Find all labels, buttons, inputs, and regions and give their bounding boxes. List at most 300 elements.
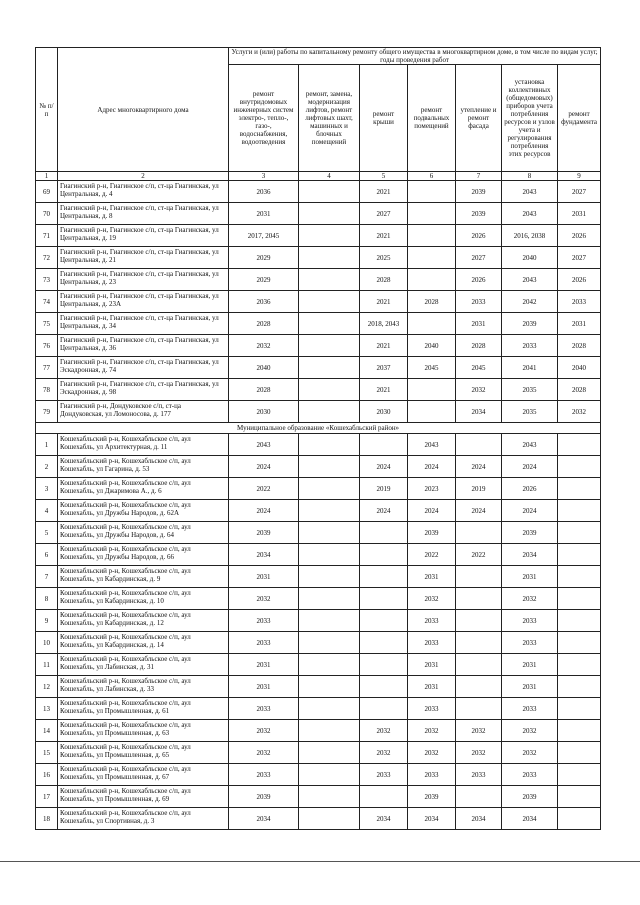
year-cell (360, 522, 408, 544)
row-number: 12 (36, 676, 58, 698)
municipality-title: Муниципальное образование «Кошехабльский район» (36, 423, 601, 434)
year-cell (360, 654, 408, 676)
year-cell (360, 544, 408, 566)
year-cell (299, 588, 360, 610)
address-cell: Гиагинский р-н, Гиагинское с/п, ст-ца Гиагинская, ул Центральная, д. 8 (58, 203, 229, 225)
year-cell: 2043 (502, 181, 558, 203)
col-number: 8 (502, 172, 558, 181)
year-cell: 2040 (408, 335, 456, 357)
year-cell: 2039 (456, 181, 502, 203)
year-cell: 2021 (360, 181, 408, 203)
year-cell: 2033 (408, 632, 456, 654)
year-cell (299, 269, 360, 291)
year-cell: 2031 (502, 566, 558, 588)
year-cell: 2032 (229, 742, 299, 764)
year-cell (408, 203, 456, 225)
year-cell: 2027 (360, 203, 408, 225)
row-number: 11 (36, 654, 58, 676)
year-cell: 2039 (456, 203, 502, 225)
year-cell (408, 225, 456, 247)
year-cell: 2032 (360, 720, 408, 742)
col-number: 2 (58, 172, 229, 181)
year-cell: 2019 (456, 478, 502, 500)
year-cell: 2033 (558, 291, 601, 313)
row-number: 6 (36, 544, 58, 566)
year-cell: 2032 (558, 401, 601, 423)
address-cell: Гиагинский р-н, Гиагинское с/п, ст-ца Гиагинская, ул Центральная, д. 19 (58, 225, 229, 247)
year-cell (558, 566, 601, 588)
year-cell: 2032 (408, 742, 456, 764)
year-cell (299, 478, 360, 500)
year-cell: 2037 (360, 357, 408, 379)
year-cell: 2032 (229, 335, 299, 357)
municipality-row (36, 423, 601, 434)
year-cell: 2031 (558, 203, 601, 225)
year-cell: 2039 (502, 786, 558, 808)
table-row (36, 181, 601, 203)
year-cell: 2032 (502, 720, 558, 742)
table-row (36, 291, 601, 313)
address-cell: Гиагинский р-н, Гиагинское с/п, ст-ца Гиагинская, ул Центральная, д. 4 (58, 181, 229, 203)
header-col-engineering: ремонт внутридомовых инженерных систем электро-, тепло-, газо-, водоснабжения, водоотведения (229, 65, 299, 172)
table-row (36, 742, 601, 764)
address-cell: Гиагинский р-н, Гиагинское с/п, ст-ца Гиагинская, ул Центральная, д. 36 (58, 335, 229, 357)
row-number: 79 (36, 401, 58, 423)
year-cell: 2027 (558, 247, 601, 269)
address-cell: Гиагинский р-н, Гиагинское с/п, ст-ца Гиагинская, ул Эскадронная, д. 74 (58, 357, 229, 379)
year-cell: 2030 (229, 401, 299, 423)
header-no: № п/п (36, 48, 58, 172)
year-cell (299, 357, 360, 379)
year-cell (299, 676, 360, 698)
address-cell: Кошехабльский р-н, Кошехабльское с/п, аул Кошехабль, ул Лабинская, д. 33 (58, 676, 229, 698)
year-cell (408, 401, 456, 423)
year-cell: 2034 (502, 544, 558, 566)
year-cell (299, 720, 360, 742)
address-cell: Гиагинский р-н, Гиагинское с/п, ст-ца Гиагинская, ул Центральная, д. 23 (58, 269, 229, 291)
row-number: 10 (36, 632, 58, 654)
year-cell (558, 434, 601, 456)
year-cell: 2026 (502, 478, 558, 500)
row-number: 17 (36, 786, 58, 808)
table-row (36, 434, 601, 456)
row-number: 3 (36, 478, 58, 500)
year-cell: 2023 (408, 478, 456, 500)
year-cell: 2031 (502, 654, 558, 676)
table-row (36, 401, 601, 423)
row-number: 71 (36, 225, 58, 247)
address-cell: Кошехабльский р-н, Кошехабльское с/п, аул Кошехабль, ул Кабардинская, д. 9 (58, 566, 229, 588)
year-cell: 2042 (502, 291, 558, 313)
row-number: 8 (36, 588, 58, 610)
table-row (36, 544, 601, 566)
year-cell (558, 522, 601, 544)
table-row (36, 566, 601, 588)
year-cell: 2031 (408, 654, 456, 676)
year-cell: 2032 (456, 379, 502, 401)
year-cell (456, 654, 502, 676)
row-number: 2 (36, 456, 58, 478)
row-number: 15 (36, 742, 58, 764)
header-col-roof: ремонт крыши (360, 65, 408, 172)
year-cell: 2032 (229, 720, 299, 742)
year-cell (299, 500, 360, 522)
year-cell (360, 434, 408, 456)
year-cell (456, 786, 502, 808)
year-cell: 2021 (360, 291, 408, 313)
year-cell: 2022 (408, 544, 456, 566)
year-cell: 2035 (502, 379, 558, 401)
year-cell: 2024 (408, 500, 456, 522)
table-row (36, 654, 601, 676)
year-cell: 2024 (456, 500, 502, 522)
table-row (36, 357, 601, 379)
row-number: 70 (36, 203, 58, 225)
year-cell (408, 181, 456, 203)
year-cell (456, 610, 502, 632)
year-cell: 2039 (408, 786, 456, 808)
year-cell (299, 434, 360, 456)
year-cell: 2043 (502, 203, 558, 225)
year-cell: 2033 (502, 698, 558, 720)
year-cell: 2027 (456, 247, 502, 269)
table-row (36, 379, 601, 401)
address-cell: Кошехабльский р-н, Кошехабльское с/п, аул Кошехабль, ул Дружбы Народов, д. 62А (58, 500, 229, 522)
row-number: 78 (36, 379, 58, 401)
year-cell (299, 313, 360, 335)
year-cell: 2018, 2043 (360, 313, 408, 335)
address-cell: Кошехабльский р-н, Кошехабльское с/п, аул Кошехабль, ул Спортивная, д. 3 (58, 808, 229, 830)
year-cell: 2033 (229, 698, 299, 720)
year-cell: 2031 (229, 676, 299, 698)
year-cell: 2036 (229, 181, 299, 203)
year-cell (558, 632, 601, 654)
year-cell (299, 610, 360, 632)
year-cell (299, 401, 360, 423)
year-cell: 2027 (558, 181, 601, 203)
year-cell (360, 676, 408, 698)
row-number: 75 (36, 313, 58, 335)
year-cell: 2031 (408, 676, 456, 698)
year-cell (408, 379, 456, 401)
year-cell: 2021 (360, 379, 408, 401)
year-cell: 2024 (360, 500, 408, 522)
col-number: 7 (456, 172, 502, 181)
row-number: 73 (36, 269, 58, 291)
row-number: 77 (36, 357, 58, 379)
year-cell: 2034 (456, 401, 502, 423)
year-cell: 2026 (456, 225, 502, 247)
year-cell (558, 500, 601, 522)
year-cell (299, 698, 360, 720)
year-cell: 2032 (456, 720, 502, 742)
year-cell: 2033 (502, 610, 558, 632)
table-row (36, 456, 601, 478)
col-number: 9 (558, 172, 601, 181)
row-number: 7 (36, 566, 58, 588)
year-cell: 2034 (502, 808, 558, 830)
year-cell: 2039 (502, 522, 558, 544)
address-cell: Гиагинский р-н, Дондуковское с/п, ст-ца Дондуковская, ул Ломоносова, д. 177 (58, 401, 229, 423)
address-cell: Кошехабльский р-н, Кошехабльское с/п, аул Кошехабль, ул Промышленная, д. 67 (58, 764, 229, 786)
address-cell: Гиагинский р-н, Гиагинское с/п, ст-ца Гиагинская, ул Центральная, д. 34 (58, 313, 229, 335)
year-cell (558, 720, 601, 742)
year-cell: 2032 (360, 742, 408, 764)
year-cell (408, 269, 456, 291)
year-cell: 2039 (229, 786, 299, 808)
row-number: 4 (36, 500, 58, 522)
year-cell (558, 742, 601, 764)
year-cell: 2043 (502, 434, 558, 456)
year-cell: 2033 (456, 291, 502, 313)
col-number: 6 (408, 172, 456, 181)
address-cell: Кошехабльский р-н, Кошехабльское с/п, аул Кошехабль, ул Промышленная, д. 63 (58, 720, 229, 742)
year-cell (299, 247, 360, 269)
header-services: Услуги и (или) работы по капитальному ремонту общего имущества в многоквартирном доме, в том числе по видам услуг, годы проведения работ (229, 48, 601, 65)
year-cell (558, 654, 601, 676)
year-cell (360, 632, 408, 654)
year-cell (299, 522, 360, 544)
header-col-facade: утепление и ремонт фасада (456, 65, 502, 172)
year-cell (456, 676, 502, 698)
table-row (36, 676, 601, 698)
year-cell: 2040 (502, 247, 558, 269)
year-cell (360, 588, 408, 610)
year-cell (299, 544, 360, 566)
header-col-elevators: ремонт, замена, модернизация лифтов, ремонт лифтовых шахт, машинных и блочных помещений (299, 65, 360, 172)
table-row (36, 225, 601, 247)
table-row (36, 522, 601, 544)
year-cell (456, 566, 502, 588)
year-cell: 2033 (229, 610, 299, 632)
year-cell: 2033 (408, 764, 456, 786)
year-cell (558, 808, 601, 830)
address-cell: Гиагинский р-н, Гиагинское с/п, ст-ца Гиагинская, ул Эскадронная, д. 98 (58, 379, 229, 401)
year-cell (558, 456, 601, 478)
header-col-foundation: ремонт фундамента (558, 65, 601, 172)
year-cell: 2033 (502, 632, 558, 654)
table-row (36, 203, 601, 225)
year-cell: 2028 (456, 335, 502, 357)
year-cell: 2022 (456, 544, 502, 566)
year-cell: 2043 (408, 434, 456, 456)
row-number: 76 (36, 335, 58, 357)
header-col-basement: ремонт подвальных помещений (408, 65, 456, 172)
row-number: 5 (36, 522, 58, 544)
year-cell: 2031 (456, 313, 502, 335)
address-cell: Кошехабльский р-н, Кошехабльское с/п, аул Кошехабль, ул Кабардинская, д. 12 (58, 610, 229, 632)
year-cell: 2021 (360, 335, 408, 357)
year-cell (558, 698, 601, 720)
table-row (36, 720, 601, 742)
row-number: 74 (36, 291, 58, 313)
row-number: 1 (36, 434, 58, 456)
year-cell: 2034 (360, 808, 408, 830)
year-cell (299, 808, 360, 830)
year-cell: 2026 (558, 269, 601, 291)
address-cell: Кошехабльский р-н, Кошехабльское с/п, аул Кошехабль, ул Архитектурная, д. 11 (58, 434, 229, 456)
table-row (36, 247, 601, 269)
table-row (36, 335, 601, 357)
table-row (36, 808, 601, 830)
year-cell: 2017, 2045 (229, 225, 299, 247)
year-cell: 2024 (502, 456, 558, 478)
page-bottom-line (0, 861, 640, 862)
year-cell: 2032 (229, 588, 299, 610)
year-cell (408, 313, 456, 335)
col-number: 4 (299, 172, 360, 181)
year-cell: 2033 (360, 764, 408, 786)
year-cell (558, 764, 601, 786)
year-cell (408, 247, 456, 269)
row-number: 72 (36, 247, 58, 269)
address-cell: Кошехабльский р-н, Кошехабльское с/п, аул Кошехабль, ул Джаримова А., д. 6 (58, 478, 229, 500)
address-cell: Кошехабльский р-н, Кошехабльское с/п, аул Кошехабль, ул Гагарина, д. 53 (58, 456, 229, 478)
year-cell: 2028 (408, 291, 456, 313)
year-cell (299, 225, 360, 247)
year-cell: 2032 (456, 742, 502, 764)
year-cell (456, 698, 502, 720)
year-cell: 2029 (229, 269, 299, 291)
year-cell (558, 478, 601, 500)
year-cell (299, 764, 360, 786)
year-cell: 2040 (229, 357, 299, 379)
year-cell: 2040 (558, 357, 601, 379)
year-cell (299, 203, 360, 225)
address-cell: Гиагинский р-н, Гиагинское с/п, ст-ца Гиагинская, ул Центральная, д. 21 (58, 247, 229, 269)
table-row (36, 786, 601, 808)
year-cell (558, 786, 601, 808)
year-cell: 2033 (408, 698, 456, 720)
year-cell: 2030 (360, 401, 408, 423)
year-cell: 2028 (360, 269, 408, 291)
address-cell: Кошехабльский р-н, Кошехабльское с/п, аул Кошехабль, ул Кабардинская, д. 10 (58, 588, 229, 610)
year-cell: 2032 (408, 720, 456, 742)
year-cell: 2034 (229, 544, 299, 566)
year-cell: 2034 (456, 808, 502, 830)
col-number: 5 (360, 172, 408, 181)
year-cell: 2041 (502, 357, 558, 379)
year-cell: 2024 (502, 500, 558, 522)
year-cell: 2031 (408, 566, 456, 588)
year-cell: 2024 (229, 456, 299, 478)
year-cell (456, 434, 502, 456)
year-cell: 2016, 2038 (502, 225, 558, 247)
header-address: Адрес многоквартирного дома (58, 48, 229, 172)
col-number: 1 (36, 172, 58, 181)
year-cell: 2034 (229, 808, 299, 830)
year-cell: 2024 (408, 456, 456, 478)
year-cell: 2029 (229, 247, 299, 269)
year-cell: 2028 (229, 379, 299, 401)
year-cell: 2026 (456, 269, 502, 291)
year-cell: 2024 (456, 456, 502, 478)
year-cell (299, 632, 360, 654)
year-cell (360, 610, 408, 632)
row-number: 69 (36, 181, 58, 203)
year-cell: 2028 (558, 379, 601, 401)
year-cell: 2019 (360, 478, 408, 500)
address-cell: Кошехабльский р-н, Кошехабльское с/п, аул Кошехабль, ул Кабардинская, д. 14 (58, 632, 229, 654)
year-cell: 2021 (360, 225, 408, 247)
year-cell (299, 291, 360, 313)
year-cell: 2033 (408, 610, 456, 632)
year-cell: 2033 (502, 335, 558, 357)
year-cell: 2031 (502, 676, 558, 698)
year-cell: 2036 (229, 291, 299, 313)
row-number: 13 (36, 698, 58, 720)
year-cell: 2031 (229, 654, 299, 676)
year-cell (299, 654, 360, 676)
year-cell: 2039 (229, 522, 299, 544)
year-cell: 2022 (229, 478, 299, 500)
year-cell (299, 456, 360, 478)
address-cell: Кошехабльский р-н, Кошехабльское с/п, аул Кошехабль, ул Дружбы Народов, д. 66 (58, 544, 229, 566)
repair-schedule-table (35, 47, 601, 830)
year-cell: 2032 (502, 742, 558, 764)
year-cell: 2028 (229, 313, 299, 335)
year-cell: 2033 (456, 764, 502, 786)
header-col-meters: установка коллективных (общедомовых) приборов учета потребления ресурсов и узлов учета и регулирования потребления этих ресурсов (502, 65, 558, 172)
year-cell: 2035 (502, 401, 558, 423)
year-cell: 2045 (408, 357, 456, 379)
table-row (36, 478, 601, 500)
year-cell (558, 676, 601, 698)
year-cell (456, 522, 502, 544)
year-cell: 2028 (558, 335, 601, 357)
year-cell (558, 544, 601, 566)
year-cell (299, 379, 360, 401)
address-cell: Кошехабльский р-н, Кошехабльское с/п, аул Кошехабль, ул Дружбы Народов, д. 64 (58, 522, 229, 544)
year-cell: 2039 (408, 522, 456, 544)
year-cell (456, 632, 502, 654)
year-cell: 2031 (558, 313, 601, 335)
year-cell: 2024 (360, 456, 408, 478)
col-number: 3 (229, 172, 299, 181)
year-cell: 2025 (360, 247, 408, 269)
year-cell: 2031 (229, 566, 299, 588)
row-number: 14 (36, 720, 58, 742)
table-row (36, 269, 601, 291)
year-cell: 2032 (408, 588, 456, 610)
year-cell (360, 566, 408, 588)
year-cell: 2033 (502, 764, 558, 786)
year-cell (299, 181, 360, 203)
row-number: 18 (36, 808, 58, 830)
table-row (36, 588, 601, 610)
year-cell (360, 786, 408, 808)
year-cell (558, 610, 601, 632)
year-cell: 2034 (408, 808, 456, 830)
table-row (36, 764, 601, 786)
year-cell (558, 588, 601, 610)
year-cell: 2031 (229, 203, 299, 225)
year-cell: 2045 (456, 357, 502, 379)
year-cell (299, 786, 360, 808)
year-cell: 2026 (558, 225, 601, 247)
year-cell: 2024 (229, 500, 299, 522)
year-cell: 2039 (502, 313, 558, 335)
year-cell: 2043 (502, 269, 558, 291)
row-number: 9 (36, 610, 58, 632)
year-cell (360, 698, 408, 720)
table-row (36, 698, 601, 720)
address-cell: Гиагинский р-н, Гиагинское с/п, ст-ца Гиагинская, ул Центральная, д. 23А (58, 291, 229, 313)
year-cell (299, 566, 360, 588)
row-number: 16 (36, 764, 58, 786)
table-row (36, 313, 601, 335)
table-row (36, 632, 601, 654)
